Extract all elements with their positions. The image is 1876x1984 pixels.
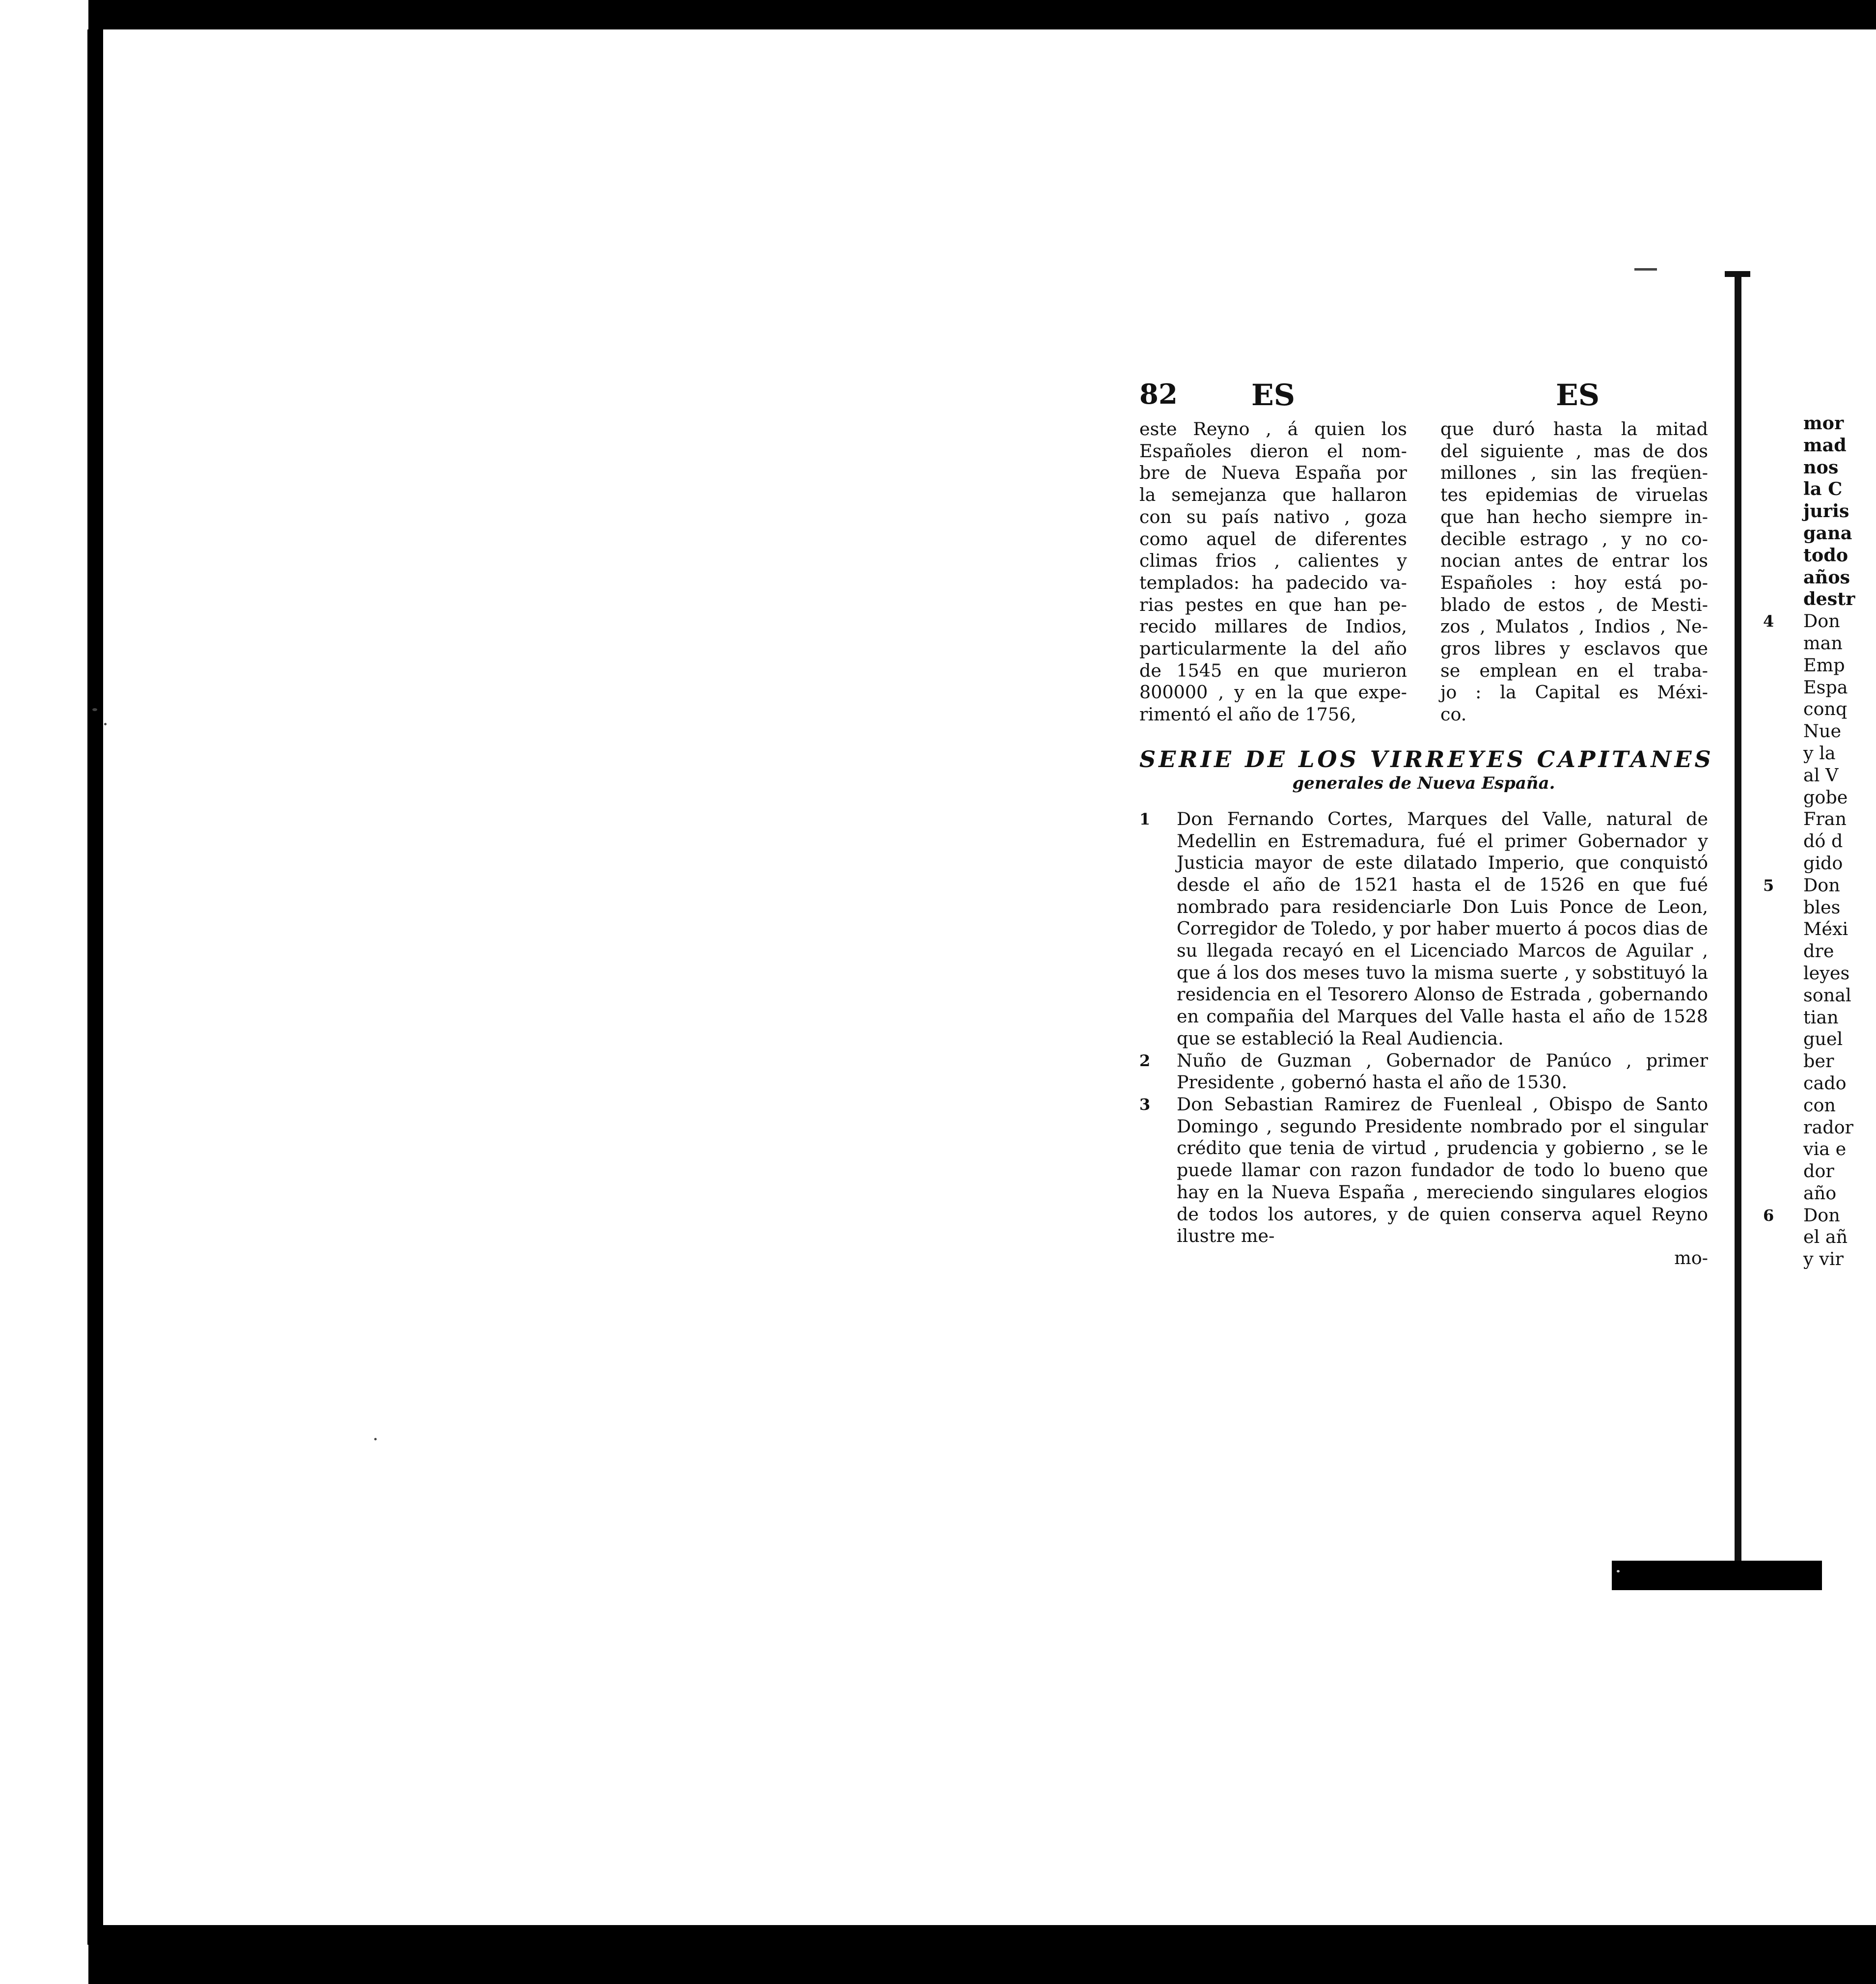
facing-page-text: bles — [1803, 896, 1841, 918]
text-line: climas frios , calientes y — [1139, 550, 1407, 572]
entry-number: 5 — [1763, 876, 1774, 895]
section-title: SERIE DE LOS VIRREYES CAPITANES — [1139, 745, 1714, 772]
facing-page-line — [1763, 633, 1876, 655]
facing-page-text: man — [1803, 632, 1843, 654]
facing-page-text: Fran — [1803, 808, 1847, 830]
text-line: zos , Mulatos , Indios , Ne- — [1440, 616, 1708, 637]
two-column-text — [1139, 418, 1708, 726]
facing-page-text: y la — [1803, 742, 1836, 764]
facing-page-text: Espa — [1803, 676, 1848, 698]
viceroy-list — [1139, 808, 1708, 1247]
facing-page-line — [1763, 1028, 1876, 1050]
text-line: se emplean en el traba- — [1440, 660, 1708, 681]
facing-page-text: mad — [1803, 434, 1847, 456]
facing-page-line — [1763, 1007, 1876, 1029]
facing-page-text: gido — [1803, 852, 1843, 874]
entry-text: Nuño de Guzman , Gobernador de Panúco , primer Presidente , gobernó hasta el año de 1530. — [1177, 1049, 1708, 1093]
text-line: que han hecho siempre in- — [1440, 506, 1708, 527]
facing-page-text: dre — [1803, 940, 1834, 962]
facing-page-line — [1763, 523, 1876, 545]
facing-page-text: dó d — [1803, 830, 1843, 852]
text-line: como aquel de diferentes — [1139, 528, 1407, 550]
facing-page-line — [1763, 897, 1876, 919]
facing-page-text: cado — [1803, 1072, 1847, 1094]
page-number: 82 — [1139, 378, 1178, 411]
facing-page-text: Nue — [1803, 720, 1842, 742]
scan-speck — [374, 1438, 377, 1440]
text-line: gros libres y esclavos que — [1440, 638, 1708, 660]
facing-page-text: sonal — [1803, 984, 1851, 1006]
text-line: 800000 , y en la que expe- — [1139, 682, 1407, 703]
binding-edge — [87, 29, 103, 1945]
rule-mark — [1634, 268, 1657, 271]
facing-page-line — [1763, 1183, 1876, 1205]
facing-page-line — [1763, 918, 1876, 940]
facing-page-line — [1763, 1117, 1876, 1139]
facing-page-text: tian — [1803, 1006, 1839, 1028]
text-column-left — [1139, 418, 1407, 726]
facing-page-line — [1763, 765, 1876, 787]
text-column-right — [1440, 418, 1708, 726]
facing-page-line — [1763, 588, 1876, 610]
facing-page-text: via e — [1803, 1138, 1847, 1160]
facing-page-text: mor — [1803, 413, 1844, 434]
scan-speck — [104, 723, 107, 725]
facing-page-line — [1763, 1205, 1876, 1227]
list-item — [1139, 808, 1708, 1050]
entry-number: 2 — [1139, 1051, 1151, 1070]
facing-page-text: la C — [1803, 478, 1843, 500]
page-82 — [1139, 378, 1714, 1269]
entry-text: Don Fernando Cortes, Marques del Valle, natural de Medellin en Estremadura, fué el primer Gobernador y Justicia mayor de este dilatado Imperio, que conquistó desde el año de 1521 hasta el de 1526 en que fué nombrado para residenciarle Don Luis Ponce de Leon, Corregidor de Toledo, y por haber muerto á pocos dias de su llegada recayó en el Licenciado Marcos de Aguilar , que á los dos meses tuvo la misma suerte , y sobstituyó la residencia en el Tesorero Alonso de Estrada , gobernando en compañia del Marques del Valle hasta el año de 1528 que se estableció la Real Audiencia. — [1177, 808, 1708, 1049]
text-line: decible estrago , y no co- — [1440, 528, 1708, 550]
catchword: mo- — [1674, 1247, 1708, 1268]
running-head-left: ES — [1251, 378, 1296, 413]
facing-page-line — [1763, 985, 1876, 1007]
facing-page-text: Don — [1803, 874, 1840, 896]
facing-page-line — [1763, 677, 1876, 699]
facing-page-line — [1763, 743, 1876, 765]
facing-page-line — [1763, 435, 1876, 457]
gutter-rule-foot — [1612, 1561, 1822, 1590]
text-line: templados: ha padecido va- — [1139, 572, 1407, 593]
facing-page-line — [1763, 1248, 1876, 1270]
facing-page-text: leyes — [1803, 962, 1850, 984]
text-line: particularmente la del año — [1139, 638, 1407, 660]
text-line: co. — [1440, 704, 1467, 725]
facing-page-line — [1763, 545, 1876, 567]
text-line: tes epidemias de viruelas — [1440, 484, 1708, 506]
facing-page-line — [1763, 787, 1876, 809]
facing-page-text: gobe — [1803, 786, 1848, 808]
list-item — [1139, 1050, 1708, 1094]
text-line: bre de Nueva España por — [1139, 462, 1407, 484]
entry-number: 6 — [1763, 1206, 1774, 1225]
facing-page-line — [1763, 500, 1876, 523]
facing-page-line — [1763, 413, 1876, 435]
facing-page-text: con — [1803, 1094, 1836, 1116]
entry-text: Don Sebastian Ramirez de Fuenleal , Obispo de Santo Domingo , segundo Presidente nombrado por el singular crédito que tenia de virtud , prudencia y gobierno , se le puede llamar con razon fundador de todo lo bueno que hay en la Nueva España , mereciendo singulares elogios de todos los autores, y de quien conserva aquel Reyno ilustre me- — [1177, 1093, 1708, 1247]
facing-page-text: al V — [1803, 764, 1839, 786]
scan-speck — [92, 708, 97, 711]
running-head-right: ES — [1556, 378, 1600, 413]
entry-number: 3 — [1139, 1095, 1151, 1114]
text-line: Españoles : hoy está po- — [1440, 572, 1708, 593]
facing-page-text: guel — [1803, 1028, 1843, 1050]
text-line: este Reyno , á quien los — [1139, 418, 1407, 440]
facing-page-line — [1763, 457, 1876, 479]
entry-number: 4 — [1763, 612, 1774, 631]
text-line: de 1545 en que murieron — [1139, 660, 1407, 681]
text-line: rimentó el año de 1756, — [1139, 704, 1356, 725]
facing-page-text: ber — [1803, 1050, 1834, 1072]
facing-page-line — [1763, 808, 1876, 830]
facing-page-text: gana — [1803, 522, 1852, 544]
text-line: nocian antes de entrar los — [1440, 550, 1708, 572]
facing-page-text: Méxi — [1803, 918, 1848, 940]
text-line: la semejanza que hallaron — [1139, 484, 1407, 506]
scan-speck — [1617, 1570, 1620, 1572]
facing-page-text: todo — [1803, 544, 1848, 566]
facing-page-line — [1763, 567, 1876, 589]
running-header — [1139, 378, 1708, 417]
text-line: que duró hasta la mitad — [1440, 418, 1708, 440]
facing-page-text: Emp — [1803, 654, 1845, 676]
facing-page-line — [1763, 1073, 1876, 1095]
text-line: millones , sin las freqüen- — [1440, 462, 1708, 484]
facing-page-text: Don — [1803, 1204, 1840, 1226]
facing-page-line — [1763, 830, 1876, 853]
text-line: recido millares de Indios, — [1139, 616, 1407, 637]
facing-page-text: juris — [1803, 500, 1849, 522]
facing-page-text: dor — [1803, 1160, 1834, 1182]
facing-page-text: destr — [1803, 588, 1855, 610]
text-line: del siguiente , mas de dos — [1440, 440, 1708, 462]
facing-page-text: año — [1803, 1182, 1837, 1204]
facing-page-text: y vir — [1803, 1248, 1844, 1270]
facing-page-text: nos — [1803, 456, 1839, 478]
facing-page-line — [1763, 875, 1876, 897]
facing-page-line — [1763, 1160, 1876, 1183]
text-line: rias pestes en que han pe- — [1139, 594, 1407, 615]
text-line: con su país nativo , goza — [1139, 506, 1407, 527]
left-margin — [0, 0, 88, 1984]
facing-page-line — [1763, 963, 1876, 985]
list-item — [1139, 1094, 1708, 1247]
facing-page-text: el añ — [1803, 1226, 1848, 1248]
facing-page-line — [1763, 655, 1876, 677]
facing-page-line — [1763, 1138, 1876, 1160]
facing-page-text: Don — [1803, 610, 1840, 632]
text-line: jo : la Capital es Méxi- — [1440, 682, 1708, 703]
facing-page-line — [1763, 698, 1876, 720]
facing-page-line — [1763, 1050, 1876, 1073]
facing-page-text: conq — [1803, 698, 1848, 720]
facing-page-line — [1763, 720, 1876, 743]
section-subtitle: generales de Nueva España. — [1292, 773, 1555, 793]
gutter-rule — [1735, 275, 1741, 1562]
facing-page-line — [1763, 1095, 1876, 1117]
facing-page-line — [1763, 940, 1876, 963]
facing-page-fragment — [1763, 413, 1876, 1562]
facing-page-line — [1763, 853, 1876, 875]
facing-page-text: rador — [1803, 1116, 1853, 1138]
text-line: blado de estos , de Mesti- — [1440, 594, 1708, 615]
facing-page-line — [1763, 1226, 1876, 1248]
text-line: Españoles dieron el nom- — [1139, 440, 1407, 462]
facing-page-line — [1763, 610, 1876, 633]
facing-page-text: años — [1803, 566, 1850, 588]
facing-page-line — [1763, 478, 1876, 500]
entry-number: 1 — [1139, 809, 1151, 828]
